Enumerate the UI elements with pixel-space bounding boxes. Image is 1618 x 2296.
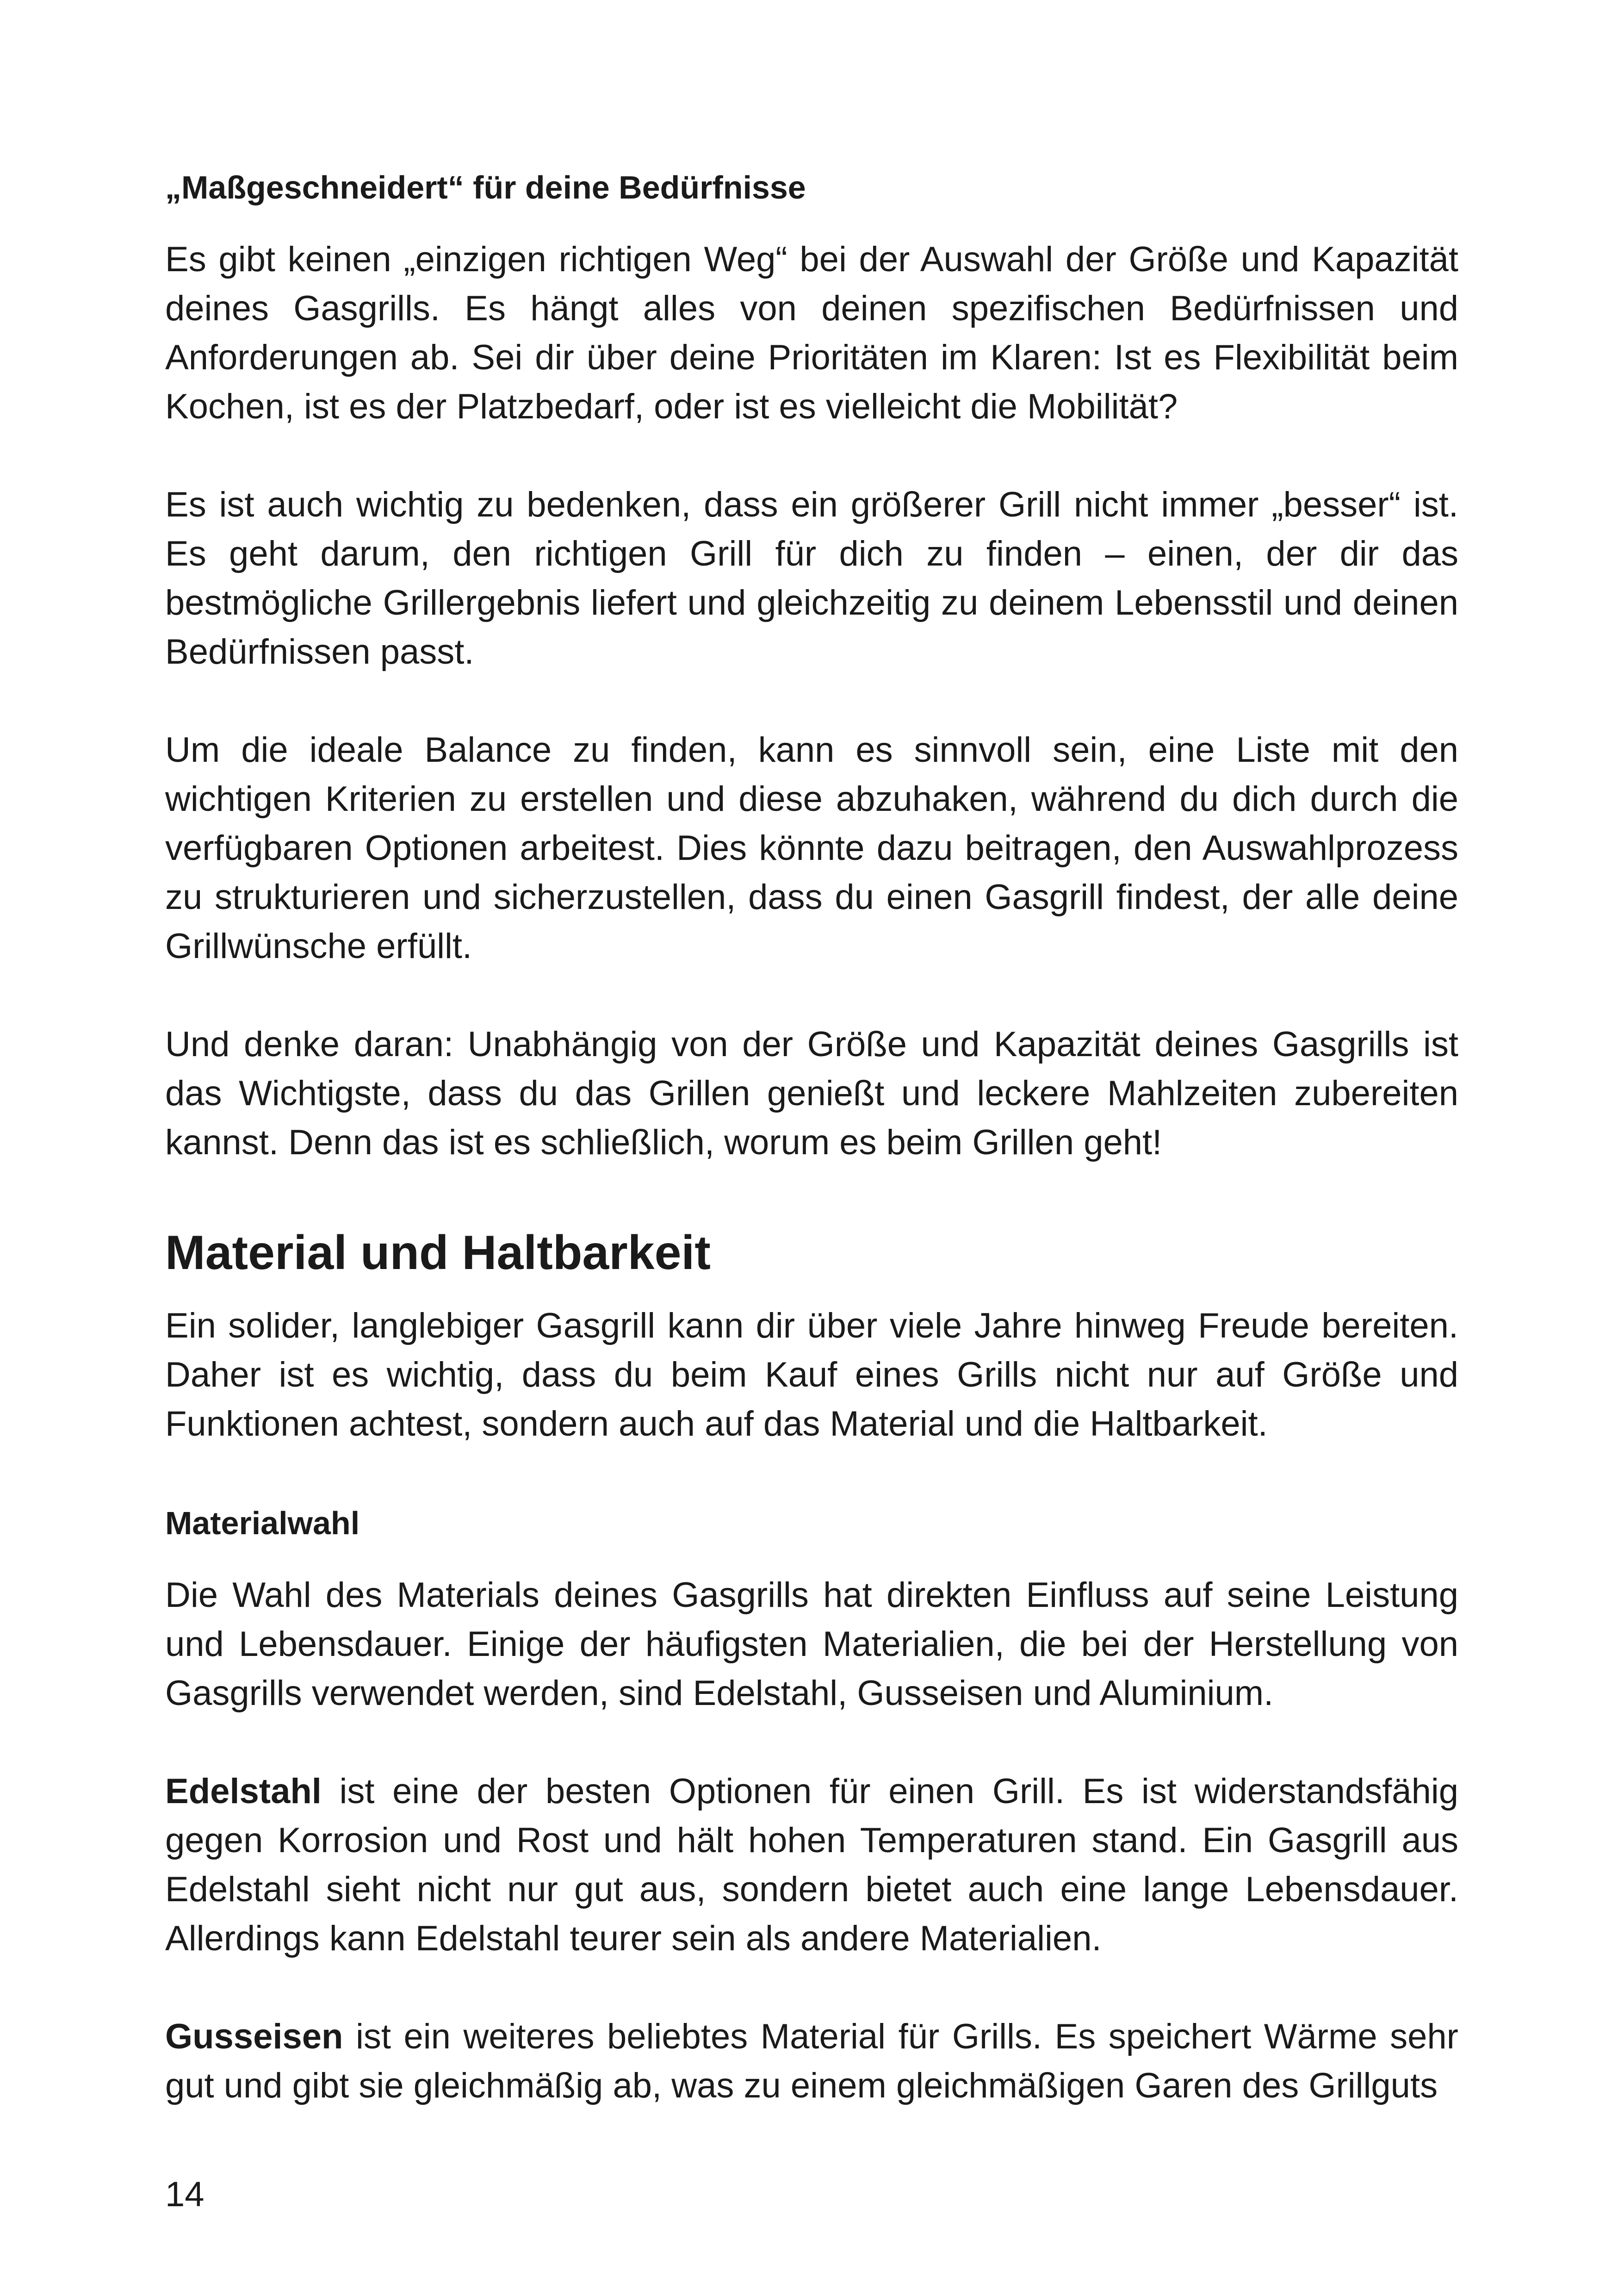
paragraph-2: Es ist auch wichtig zu bedenken, dass ein größerer Grill nicht immer „besser“ ist. Es geht darum, den richtigen Grill für dich zu finden – einen, der dir das bestmögliche Grillergebnis liefert und gleichzeitig zu deinem Lebensstil und deinen Bedürfnissen passt.: [165, 485, 1458, 672]
subsection-heading-masgeschneidert: „Maßgeschneidert“ für deine Bedürfnisse: [165, 169, 806, 205]
term-gusseisen: Gusseisen: [165, 2017, 343, 2056]
paragraph-materialwahl: Die Wahl des Materials deines Gasgrills hat direkten Einfluss auf seine Leistung und Lebensdauer. Einige der häufigsten Materialien, die bei der Herstellung von Gasgrills verwendet werden, sind Edelstahl, Gusseisen und Aluminium.: [165, 1575, 1458, 1713]
page-content: [165, 162, 1458, 2226]
paragraph-intro-material: Ein solider, langlebiger Gasgrill kann dir über viele Jahre hinweg Freude bereiten. Daher ist es wichtig, dass du beim Kauf eines Grills nicht nur auf Größe und Funktionen achtest, sondern auch auf das Material und die Haltbarkeit.: [165, 1306, 1458, 1444]
subsection-heading-materialwahl: Materialwahl: [165, 1505, 360, 1541]
paragraph-1: Es gibt keinen „einzigen richtigen Weg“ bei der Auswahl der Größe und Kapazität deines Gasgrills. Es hängt alles von deinen spezifischen Bedürfnissen und Anforderungen ab. Sei dir über deine Prioritäten im Klaren: Ist es Flexibilität beim Kochen, ist es der Platzbedarf, oder ist es vielleicht die Mobilität?: [165, 240, 1458, 426]
paragraph-edelstahl: [165, 1767, 1458, 1963]
paragraph-3: Um die ideale Balance zu finden, kann es sinnvoll sein, eine Liste mit den wichtigen Kriterien zu erstellen und diese abzuhaken, während du dich durch die verfügbaren Optionen arbeitest. Dies könnte dazu beitragen, den Auswahlprozess zu strukturieren und sicherzustellen, dass du einen Gasgrill findest, der alle deine Grillwünsche erfüllt.: [165, 730, 1458, 966]
page-number: 14: [165, 2175, 205, 2214]
section-title-material: Material und Haltbarkeit: [165, 1226, 711, 1280]
term-edelstahl: Edelstahl: [165, 1772, 322, 1811]
paragraph-gusseisen: [165, 2012, 1458, 2110]
paragraph-4: Und denke daran: Unabhängig von der Größe und Kapazität deines Gasgrills ist das Wichtigste, dass du das Grillen genießt und leckere Mahlzeiten zubereiten kannst. Denn das ist es schließlich, worum es beim Grillen geht!: [165, 1025, 1458, 1162]
edelstahl-text: ist eine der besten Optionen für einen Grill. Es ist widerstandsfähig gegen Korrosion und Rost und hält hohen Temperaturen stand. Ein Gasgrill aus Edelstahl sieht nicht nur gut aus, sondern bietet auch eine lange Lebensdauer. Allerdings kann Edelstahl teurer sein als andere Materialien.: [165, 1772, 1458, 1958]
gusseisen-text: ist ein weiteres beliebtes Material für Grills. Es speichert Wärme sehr gut und gibt sie gleichmäßig ab, was zu einem gleichmäßigen Garen des Grillguts: [165, 2017, 1458, 2105]
